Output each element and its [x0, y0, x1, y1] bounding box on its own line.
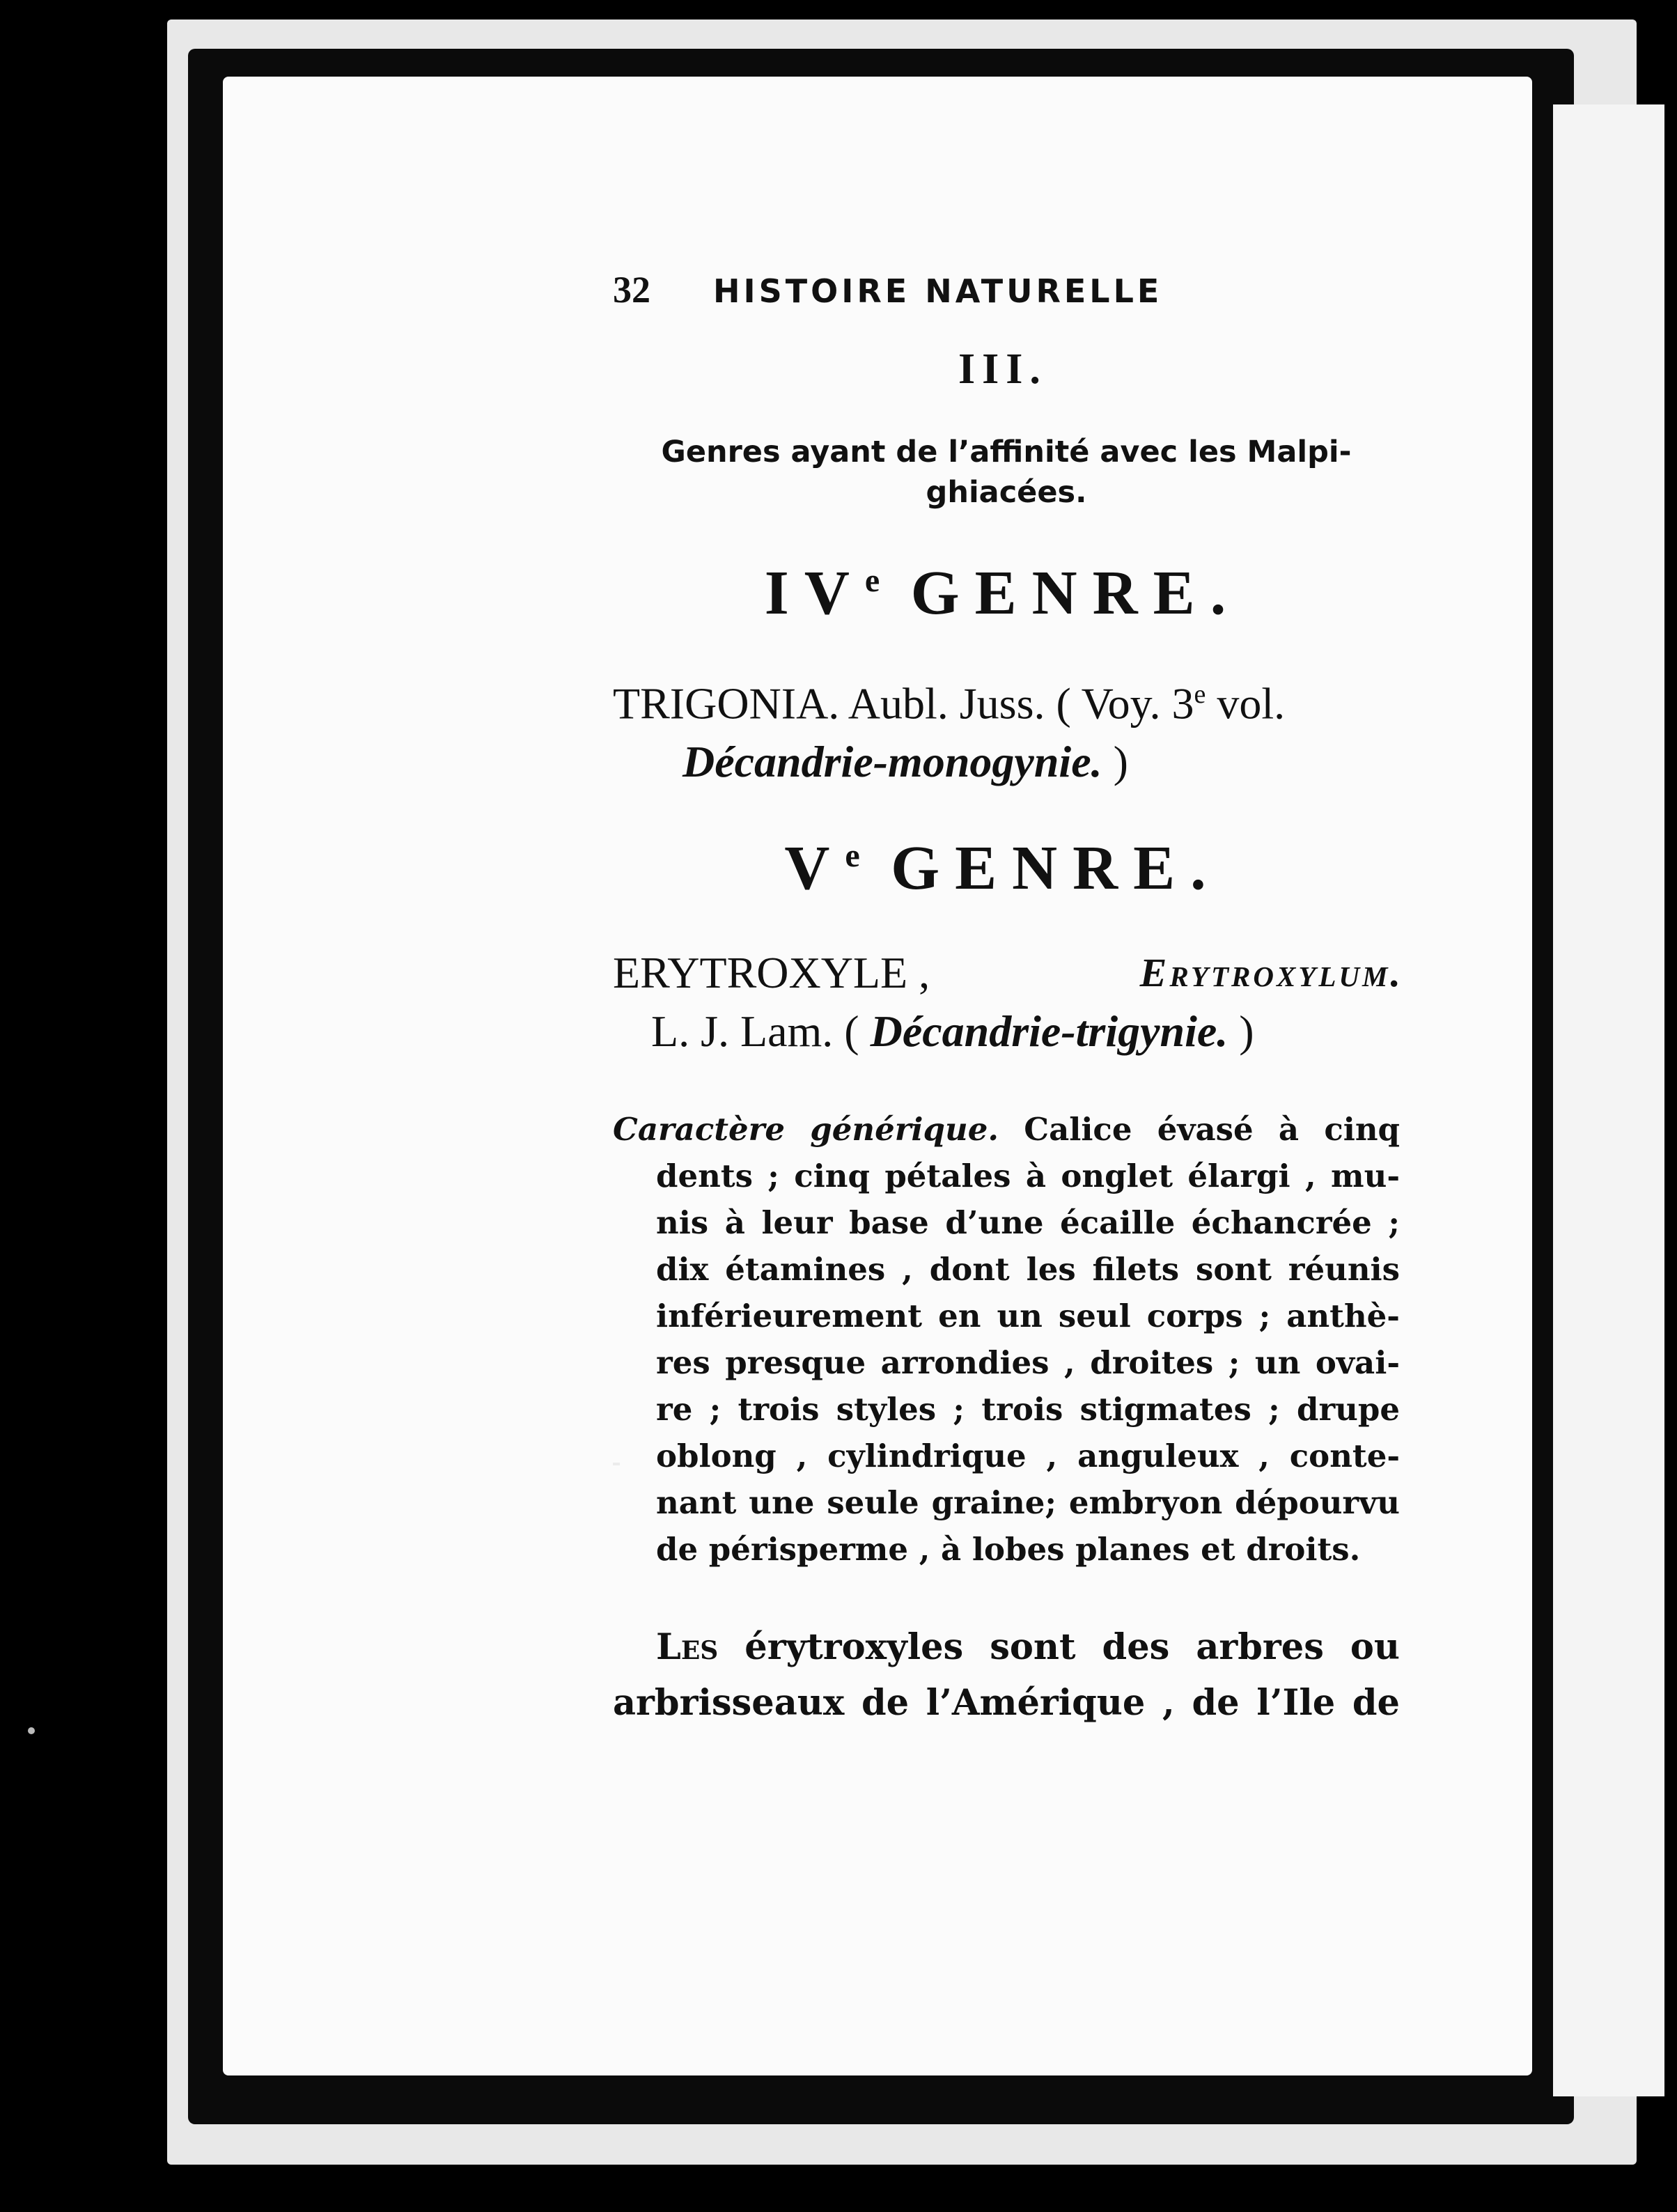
speck [28, 1727, 35, 1734]
entry-line-end: vol. [1206, 678, 1286, 729]
genre-word: GENRE. [891, 834, 1222, 903]
genre-heading-5 [606, 832, 1400, 904]
entry-line: TRIGONIA. Aubl. Juss. ( Voy. 3 [613, 678, 1194, 729]
character-line: nant une seule graine; embryon dépourvu [656, 1484, 1400, 1521]
genre-numeral: IV [764, 559, 865, 628]
running-head: HISTOIRE NATURELLE [713, 272, 1163, 310]
running-header [613, 268, 1400, 311]
section-number: III. [958, 345, 1047, 393]
entry-classification: Décandrie-monogynie. [682, 737, 1102, 787]
body-paragraph [613, 1619, 1400, 1731]
genre-word: GENRE. [910, 559, 1242, 628]
character-line: dix étamines , dont les filets sont réunis [656, 1251, 1400, 1288]
character-line: Calice évasé à cinq [999, 1111, 1401, 1148]
section-title-line: Genres ayant de l’affinité avec les Malpi- [661, 435, 1352, 469]
genre-heading-4 [606, 557, 1400, 629]
genus-entry-erytroxyle [613, 944, 1403, 1061]
entry-latin-name: Erytroxylum. [1139, 950, 1403, 995]
page-number: 32 [613, 269, 650, 311]
body-line: arbrisseaux de l’Amérique , de l’Ile de [613, 1682, 1400, 1724]
generic-character [613, 1106, 1400, 1573]
entry-authors: L. J. Lam. ( [651, 1006, 859, 1056]
body-line: érytroxyles sont des arbres ou [718, 1626, 1400, 1668]
entry-name: ERYTROXYLE , [613, 948, 930, 997]
genus-entry-trigonia [613, 665, 1403, 791]
genre-numeral: V [784, 834, 845, 903]
character-line: inférieurement en un seul corps ; anthè- [656, 1298, 1400, 1334]
character-label: Caractère générique. [613, 1111, 999, 1148]
character-line: res presque arrondies , droites ; un ovai- [656, 1344, 1400, 1381]
character-line: re ; trois styles ; trois stigmates ; drupe [656, 1391, 1400, 1428]
character-line: dents ; cinq pétales à onglet élargi , mu- [656, 1158, 1400, 1194]
genre-sup: e [864, 562, 880, 599]
entry-sup: e [1194, 680, 1206, 709]
genre-sup: e [845, 837, 860, 874]
character-line: nis à leur base d’une écaille échancrée ; [656, 1204, 1400, 1241]
character-line: oblong , cylindrique , anguleux , conte- [656, 1438, 1400, 1474]
entry-close: ) [1102, 737, 1128, 787]
dropcap-word: Les [656, 1626, 719, 1668]
section-title-line: ghiacées. [926, 475, 1087, 510]
entry-classification: Décandrie-trigynie. [870, 1006, 1228, 1056]
entry-close: ) [1228, 1006, 1254, 1056]
section-title [613, 432, 1400, 513]
page-edge-right [1553, 104, 1664, 2096]
character-line: de périsperme , à lobes planes et droits. [656, 1531, 1361, 1568]
